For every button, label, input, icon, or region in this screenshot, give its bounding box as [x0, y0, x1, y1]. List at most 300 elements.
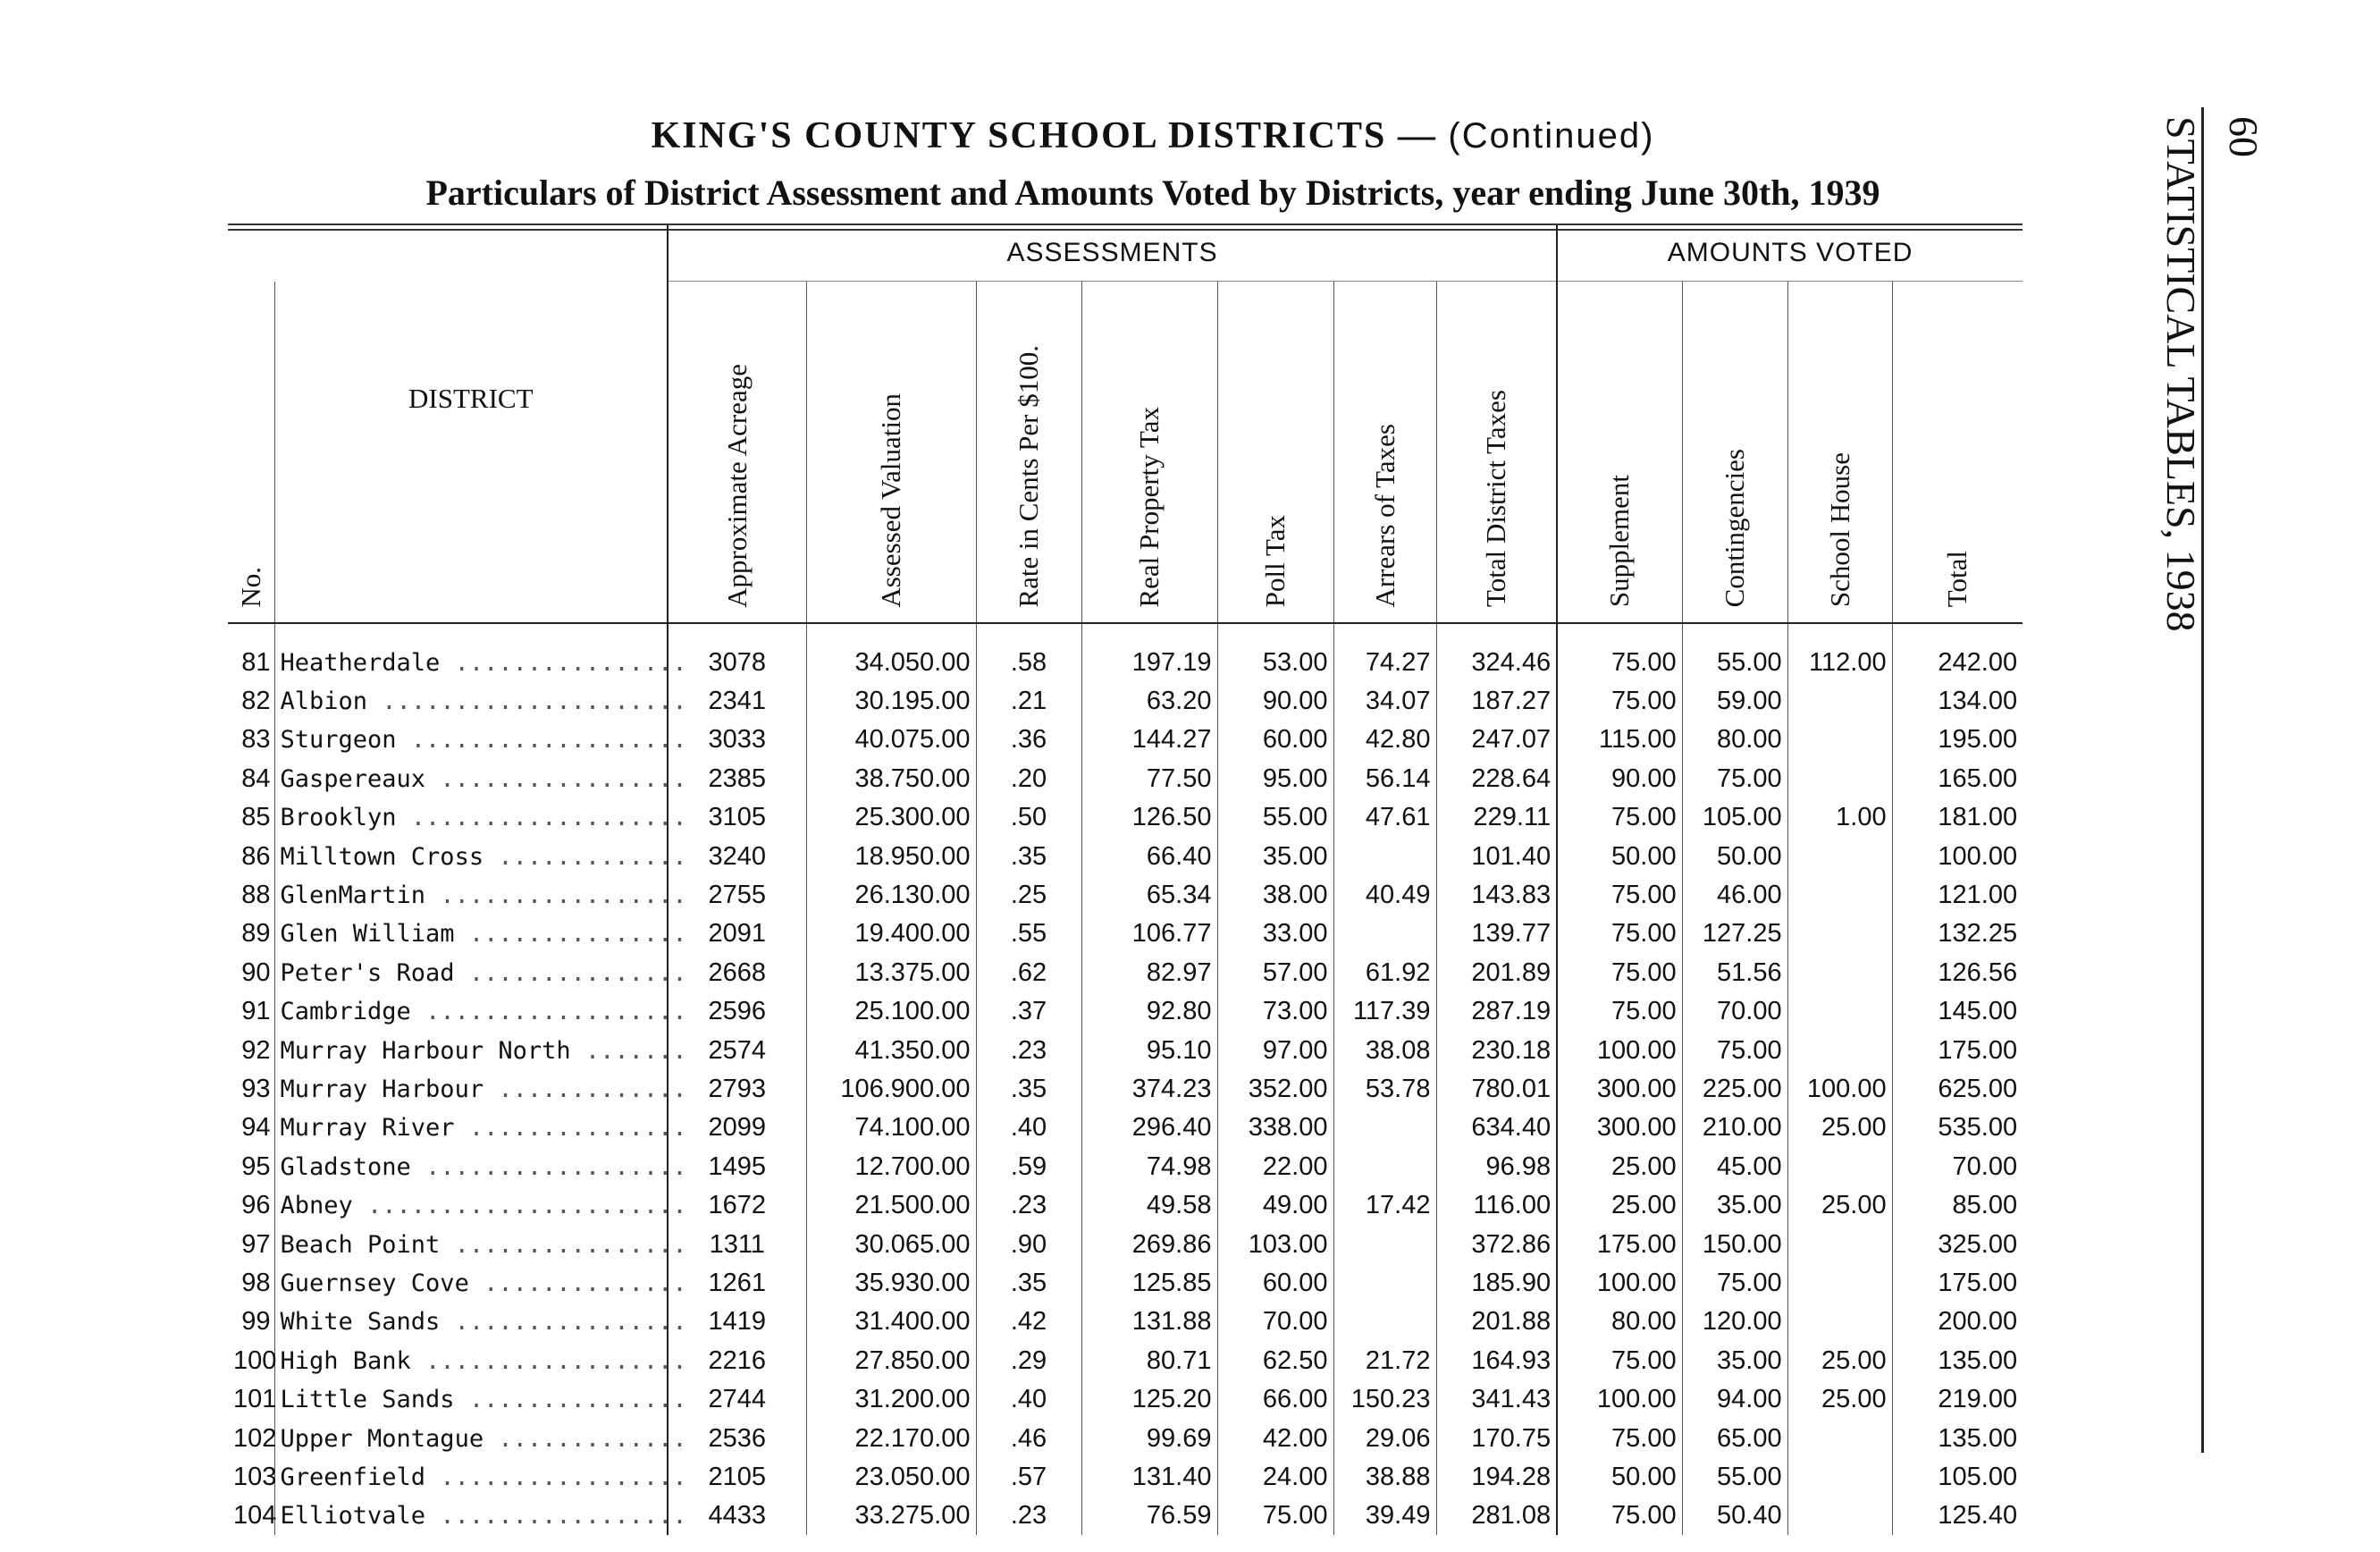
cell-district [274, 992, 687, 1031]
col-header-valuation: Assessed Valuation [806, 282, 976, 623]
cell-total-taxes: 229.11 [1436, 798, 1557, 837]
cell-district [274, 1148, 687, 1186]
cell-rate: .46 [976, 1419, 1081, 1457]
cell-no: 104 [233, 1501, 277, 1531]
cell-school-house [1787, 1303, 1892, 1341]
cell-total: 132.25 [1892, 915, 2023, 953]
cell-valuation: 23.050.00 [806, 1458, 976, 1497]
cell-acreage: 2793 [668, 1070, 806, 1109]
cell-no: 95 [241, 1151, 271, 1181]
cell-total-taxes: 194.28 [1436, 1458, 1557, 1497]
cell-acreage: 1419 [668, 1303, 806, 1341]
cell-district [274, 1380, 687, 1419]
cell-arrears: 53.78 [1333, 1070, 1436, 1109]
table-row [228, 992, 2023, 1031]
cell-total-taxes: 372.86 [1436, 1225, 1557, 1263]
cell-total-taxes: 164.93 [1436, 1342, 1557, 1380]
cell-no: 99 [241, 1307, 271, 1337]
cell-district [274, 1225, 687, 1263]
cell-total-taxes: 287.19 [1436, 992, 1557, 1031]
cell-poll-tax: 75.00 [1217, 1497, 1333, 1535]
cell-school-house [1787, 682, 1892, 721]
cell-property-tax: 76.59 [1081, 1497, 1217, 1535]
cell-total-taxes: 341.43 [1436, 1380, 1557, 1419]
cell-total: 219.00 [1892, 1380, 2023, 1419]
table-row [228, 623, 2023, 682]
cell-contingencies: 70.00 [1682, 992, 1787, 1031]
cell-total-taxes: 170.75 [1436, 1419, 1557, 1457]
page-number: 60 [2221, 116, 2266, 157]
cell-contingencies: 75.00 [1682, 760, 1787, 798]
cell-no: 85 [241, 803, 271, 832]
table-row [228, 760, 2023, 798]
cell-total: 165.00 [1892, 760, 2023, 798]
cell-valuation: 13.375.00 [806, 954, 976, 992]
cell-contingencies: 59.00 [1682, 682, 1787, 721]
cell-district [274, 1303, 687, 1341]
cell-no: 92 [241, 1035, 271, 1065]
cell-rate: .35 [976, 837, 1081, 875]
cell-no: 101 [233, 1385, 277, 1414]
cell-valuation: 18.950.00 [806, 837, 976, 875]
cell-arrears: 38.08 [1333, 1031, 1436, 1069]
leader-dots: ...................... [352, 1192, 687, 1220]
cell-rate: .42 [976, 1303, 1081, 1341]
cell-no: 94 [241, 1113, 271, 1143]
cell-arrears: 117.39 [1333, 992, 1436, 1031]
cell-total-taxes: 185.90 [1436, 1264, 1557, 1303]
cell-rate: .50 [976, 798, 1081, 837]
cell-total-taxes: 634.40 [1436, 1109, 1557, 1147]
cell-contingencies: 75.00 [1682, 1264, 1787, 1303]
title-main: KING'S COUNTY SCHOOL DISTRICTS [651, 115, 1387, 156]
cell-poll-tax: 70.00 [1217, 1303, 1333, 1341]
cell-property-tax: 131.88 [1081, 1303, 1217, 1341]
cell-no: 90 [241, 957, 271, 987]
cell-school-house [1787, 1031, 1892, 1069]
cell-arrears [1333, 1303, 1436, 1341]
leader-dots: ................. [425, 1463, 687, 1491]
cell-total-taxes: 116.00 [1436, 1186, 1557, 1225]
cell-poll-tax: 95.00 [1217, 760, 1333, 798]
table-row [228, 837, 2023, 875]
cell-arrears: 39.49 [1333, 1497, 1436, 1535]
cell-school-house: 1.00 [1787, 798, 1892, 837]
cell-poll-tax: 90.00 [1217, 682, 1333, 721]
cell-supplement: 90.00 [1557, 760, 1682, 798]
page-subtitle: Particulars of District Assessment and Amounts Voted by Districts, year ending June 30th, 1939 [425, 173, 1880, 213]
cell-valuation: 41.350.00 [806, 1031, 976, 1069]
cell-school-house [1787, 1419, 1892, 1457]
cell-acreage: 2668 [668, 954, 806, 992]
cell-property-tax: 296.40 [1081, 1109, 1217, 1147]
cell-supplement: 75.00 [1557, 682, 1682, 721]
cell-supplement: 75.00 [1557, 623, 1682, 682]
cell-total-taxes: 281.08 [1436, 1497, 1557, 1535]
cell-acreage: 3033 [668, 721, 806, 759]
cell-arrears [1333, 1109, 1436, 1147]
group-header-row [228, 225, 2023, 282]
district-name: Glen William [280, 920, 455, 949]
cell-supplement: 75.00 [1557, 1342, 1682, 1380]
district-name: Sturgeon [280, 726, 397, 755]
district-name: White Sands [280, 1308, 441, 1337]
cell-acreage: 2099 [668, 1109, 806, 1147]
cell-acreage: 1495 [668, 1148, 806, 1186]
page-title [223, 114, 2082, 157]
cell-valuation: 74.100.00 [806, 1109, 976, 1147]
cell-contingencies: 150.00 [1682, 1225, 1787, 1263]
cell-supplement: 115.00 [1557, 721, 1682, 759]
cell-poll-tax: 35.00 [1217, 837, 1333, 875]
cell-no: 91 [241, 997, 271, 1026]
cell-total: 175.00 [1892, 1031, 2023, 1069]
cell-total: 625.00 [1892, 1070, 2023, 1109]
cell-school-house [1787, 915, 1892, 953]
district-name: Heatherdale [280, 648, 441, 677]
cell-contingencies: 46.00 [1682, 876, 1787, 915]
cell-acreage: 2755 [668, 876, 806, 915]
cell-no: 102 [233, 1423, 277, 1453]
cell-valuation: 38.750.00 [806, 760, 976, 798]
cell-school-house [1787, 954, 1892, 992]
cell-arrears: 42.80 [1333, 721, 1436, 759]
cell-no: 81 [241, 647, 271, 677]
table-row [228, 1303, 2023, 1341]
cell-no: 88 [241, 881, 271, 910]
cell-property-tax: 144.27 [1081, 721, 1217, 759]
cell-school-house [1787, 1148, 1892, 1186]
cell-district [274, 837, 687, 875]
table-row [228, 1264, 2023, 1303]
cell-total: 135.00 [1892, 1419, 2023, 1457]
cell-rate: .55 [976, 915, 1081, 953]
cell-rate: .59 [976, 1148, 1081, 1186]
cell-supplement: 75.00 [1557, 915, 1682, 953]
district-name: Murray River [280, 1114, 455, 1143]
cell-property-tax: 74.98 [1081, 1148, 1217, 1186]
cell-school-house: 100.00 [1787, 1070, 1892, 1109]
leader-dots: ............. [484, 1424, 687, 1453]
cell-total: 535.00 [1892, 1109, 2023, 1147]
cell-total-taxes: 324.46 [1436, 623, 1557, 682]
leader-dots: ............. [484, 842, 687, 871]
cell-property-tax: 269.86 [1081, 1225, 1217, 1263]
cell-rate: .20 [976, 760, 1081, 798]
leader-dots: ................. [425, 881, 687, 910]
col-header-school-house: School House [1787, 282, 1892, 623]
cell-arrears [1333, 1225, 1436, 1263]
table-row [228, 915, 2023, 953]
district-name: High Bank [280, 1346, 411, 1375]
cell-poll-tax: 60.00 [1217, 721, 1333, 759]
cell-supplement: 75.00 [1557, 992, 1682, 1031]
cell-supplement: 75.00 [1557, 1419, 1682, 1457]
cell-acreage: 2744 [668, 1380, 806, 1419]
cell-acreage: 3105 [668, 798, 806, 837]
leader-dots: .................. [410, 1152, 687, 1181]
running-head-text: STATISTICAL TABLES, 1938 [2158, 116, 2204, 632]
district-name: Peter's Road [280, 958, 455, 987]
cell-district [274, 760, 687, 798]
table-row [228, 954, 2023, 992]
cell-arrears: 74.27 [1333, 623, 1436, 682]
cell-district [274, 1031, 687, 1069]
cell-total-taxes: 101.40 [1436, 837, 1557, 875]
district-name: Murray Harbour North [280, 1036, 571, 1065]
cell-no: 83 [241, 725, 271, 755]
cell-school-house [1787, 1225, 1892, 1263]
cell-no: 103 [233, 1462, 277, 1491]
district-name: Beach Point [280, 1230, 441, 1259]
cell-school-house [1787, 760, 1892, 798]
cell-district [274, 682, 687, 721]
cell-district [274, 1186, 687, 1225]
cell-supplement: 175.00 [1557, 1225, 1682, 1263]
cell-rate: .40 [976, 1109, 1081, 1147]
cell-valuation: 31.400.00 [806, 1303, 976, 1341]
cell-total-taxes: 230.18 [1436, 1031, 1557, 1069]
cell-property-tax: 99.69 [1081, 1419, 1217, 1457]
cell-school-house [1787, 1497, 1892, 1535]
cell-supplement: 100.00 [1557, 1031, 1682, 1069]
cell-district [274, 1419, 687, 1457]
cell-contingencies: 51.56 [1682, 954, 1787, 992]
table-row [228, 798, 2023, 837]
table-row [228, 1186, 2023, 1225]
table-row [228, 1342, 2023, 1380]
cell-property-tax: 197.19 [1081, 623, 1217, 682]
cell-contingencies: 35.00 [1682, 1342, 1787, 1380]
cell-school-house [1787, 721, 1892, 759]
cell-contingencies: 55.00 [1682, 623, 1787, 682]
cell-district [274, 1458, 687, 1497]
cell-school-house: 25.00 [1787, 1380, 1892, 1419]
district-name: Murray Harbour [280, 1075, 484, 1103]
cell-district [274, 1342, 687, 1380]
cell-property-tax: 49.58 [1081, 1186, 1217, 1225]
cell-poll-tax: 42.00 [1217, 1419, 1333, 1457]
cell-rate: .62 [976, 954, 1081, 992]
cell-valuation: 22.170.00 [806, 1419, 976, 1457]
cell-contingencies: 127.25 [1682, 915, 1787, 953]
cell-no: 100 [233, 1345, 277, 1375]
col-header-contingencies: Contingencies [1682, 282, 1787, 623]
cell-poll-tax: 73.00 [1217, 992, 1333, 1031]
col-header-total-taxes: Total District Taxes [1436, 282, 1557, 623]
leader-dots: .............. [468, 1269, 687, 1297]
cell-total-taxes: 187.27 [1436, 682, 1557, 721]
table-row [228, 1148, 2023, 1186]
cell-district [274, 1109, 687, 1147]
cell-valuation: 106.900.00 [806, 1070, 976, 1109]
cell-total: 100.00 [1892, 837, 2023, 875]
cell-valuation: 26.130.00 [806, 876, 976, 915]
cell-contingencies: 50.00 [1682, 837, 1787, 875]
cell-property-tax: 125.20 [1081, 1380, 1217, 1419]
cell-property-tax: 80.71 [1081, 1342, 1217, 1380]
assessment-table [228, 225, 2023, 1535]
leader-dots: ................ [440, 648, 687, 677]
cell-total-taxes: 201.89 [1436, 954, 1557, 992]
cell-total: 325.00 [1892, 1225, 2023, 1263]
cell-valuation: 33.275.00 [806, 1497, 976, 1535]
cell-school-house [1787, 992, 1892, 1031]
leader-dots: ............... [454, 1386, 687, 1414]
district-name: Abney [280, 1192, 353, 1220]
cell-rate: .21 [976, 682, 1081, 721]
cell-contingencies: 75.00 [1682, 1031, 1787, 1069]
cell-contingencies: 120.00 [1682, 1303, 1787, 1341]
cell-no: 82 [241, 687, 271, 716]
cell-rate: .37 [976, 992, 1081, 1031]
district-name: Gaspereaux [280, 764, 426, 793]
cell-poll-tax: 338.00 [1217, 1109, 1333, 1147]
cell-valuation: 19.400.00 [806, 915, 976, 953]
district-name: Guernsey Cove [280, 1269, 469, 1297]
col-header-arrears: Arrears of Taxes [1333, 282, 1436, 623]
col-header-no: No. [228, 282, 274, 623]
cell-supplement: 50.00 [1557, 837, 1682, 875]
cell-supplement: 25.00 [1557, 1186, 1682, 1225]
cell-total: 145.00 [1892, 992, 2023, 1031]
cell-no: 84 [241, 763, 271, 793]
cell-district [274, 721, 687, 759]
cell-property-tax: 77.50 [1081, 760, 1217, 798]
district-name: Cambridge [280, 998, 411, 1026]
cell-poll-tax: 55.00 [1217, 798, 1333, 837]
cell-total: 200.00 [1892, 1303, 2023, 1341]
col-header-total: Total [1892, 282, 2023, 623]
cell-valuation: 31.200.00 [806, 1380, 976, 1419]
table-row [228, 1109, 2023, 1147]
cell-supplement: 100.00 [1557, 1380, 1682, 1419]
cell-valuation: 34.050.00 [806, 623, 976, 682]
cell-poll-tax: 24.00 [1217, 1458, 1333, 1497]
cell-total: 126.56 [1892, 954, 2023, 992]
cell-school-house: 25.00 [1787, 1186, 1892, 1225]
cell-acreage: 1311 [668, 1225, 806, 1263]
cell-rate: .25 [976, 876, 1081, 915]
cell-school-house [1787, 1458, 1892, 1497]
column-header-row [228, 282, 2023, 623]
cell-poll-tax: 57.00 [1217, 954, 1333, 992]
cell-acreage: 2596 [668, 992, 806, 1031]
cell-valuation: 40.075.00 [806, 721, 976, 759]
cell-total-taxes: 780.01 [1436, 1070, 1557, 1109]
cell-total: 242.00 [1892, 623, 2023, 682]
cell-school-house: 25.00 [1787, 1109, 1892, 1147]
col-header-rate: Rate in Cents Per $100. [976, 282, 1081, 623]
cell-school-house [1787, 1264, 1892, 1303]
cell-property-tax: 66.40 [1081, 837, 1217, 875]
cell-arrears: 17.42 [1333, 1186, 1436, 1225]
cell-arrears [1333, 1148, 1436, 1186]
cell-acreage: 2105 [668, 1458, 806, 1497]
leader-dots: .................. [410, 998, 687, 1026]
cell-total: 70.00 [1892, 1148, 2023, 1186]
cell-total-taxes: 139.77 [1436, 915, 1557, 953]
cell-district [274, 954, 687, 992]
cell-contingencies: 105.00 [1682, 798, 1787, 837]
cell-acreage: 2216 [668, 1342, 806, 1380]
cell-acreage: 2091 [668, 915, 806, 953]
cell-total: 85.00 [1892, 1186, 2023, 1225]
cell-rate: .36 [976, 721, 1081, 759]
leader-dots: ................... [396, 726, 687, 755]
cell-poll-tax: 33.00 [1217, 915, 1333, 953]
cell-arrears: 38.88 [1333, 1458, 1436, 1497]
cell-rate: .40 [976, 1380, 1081, 1419]
cell-arrears: 47.61 [1333, 798, 1436, 837]
cell-acreage: 3240 [668, 837, 806, 875]
table-body [228, 623, 2023, 1536]
col-header-poll-tax: Poll Tax [1217, 282, 1333, 623]
cell-poll-tax: 49.00 [1217, 1186, 1333, 1225]
table-row [228, 682, 2023, 721]
cell-total: 175.00 [1892, 1264, 2023, 1303]
cell-poll-tax: 22.00 [1217, 1148, 1333, 1186]
cell-district [274, 1264, 687, 1303]
cell-contingencies: 35.00 [1682, 1186, 1787, 1225]
cell-acreage: 1261 [668, 1264, 806, 1303]
cell-total: 135.00 [1892, 1342, 2023, 1380]
cell-supplement: 75.00 [1557, 876, 1682, 915]
cell-arrears: 21.72 [1333, 1342, 1436, 1380]
cell-total: 134.00 [1892, 682, 2023, 721]
cell-poll-tax: 60.00 [1217, 1264, 1333, 1303]
cell-no: 98 [241, 1268, 271, 1297]
cell-arrears: 34.07 [1333, 682, 1436, 721]
cell-school-house [1787, 876, 1892, 915]
leader-dots: ..................... [367, 687, 687, 716]
leader-dots: ............. [484, 1075, 687, 1103]
cell-total: 195.00 [1892, 721, 2023, 759]
cell-valuation: 12.700.00 [806, 1148, 976, 1186]
table-row [228, 1031, 2023, 1069]
col-header-supplement: Supplement [1557, 282, 1682, 623]
cell-arrears: 61.92 [1333, 954, 1436, 992]
cell-valuation: 30.065.00 [806, 1225, 976, 1263]
table-row [228, 1225, 2023, 1263]
cell-arrears [1333, 915, 1436, 953]
cell-supplement: 25.00 [1557, 1148, 1682, 1186]
title-continued: (Continued) [1448, 116, 1655, 156]
cell-supplement: 75.00 [1557, 798, 1682, 837]
cell-no: 97 [241, 1229, 271, 1259]
cell-no: 86 [241, 841, 271, 871]
cell-contingencies: 50.40 [1682, 1497, 1787, 1535]
cell-valuation: 21.500.00 [806, 1186, 976, 1225]
cell-property-tax: 374.23 [1081, 1070, 1217, 1109]
cell-total: 105.00 [1892, 1458, 2023, 1497]
cell-valuation: 25.100.00 [806, 992, 976, 1031]
cell-property-tax: 82.97 [1081, 954, 1217, 992]
district-name: Greenfield [280, 1463, 426, 1491]
cell-supplement: 100.00 [1557, 1264, 1682, 1303]
cell-supplement: 75.00 [1557, 1497, 1682, 1535]
leader-dots: ................... [396, 804, 687, 832]
cell-poll-tax: 66.00 [1217, 1380, 1333, 1419]
district-name: Upper Montague [280, 1424, 484, 1453]
cell-rate: .58 [976, 623, 1081, 682]
leader-dots: .................. [410, 1346, 687, 1375]
cell-contingencies: 225.00 [1682, 1070, 1787, 1109]
cell-contingencies: 80.00 [1682, 721, 1787, 759]
cell-valuation: 35.930.00 [806, 1264, 976, 1303]
cell-poll-tax: 352.00 [1217, 1070, 1333, 1109]
cell-arrears: 29.06 [1333, 1419, 1436, 1457]
